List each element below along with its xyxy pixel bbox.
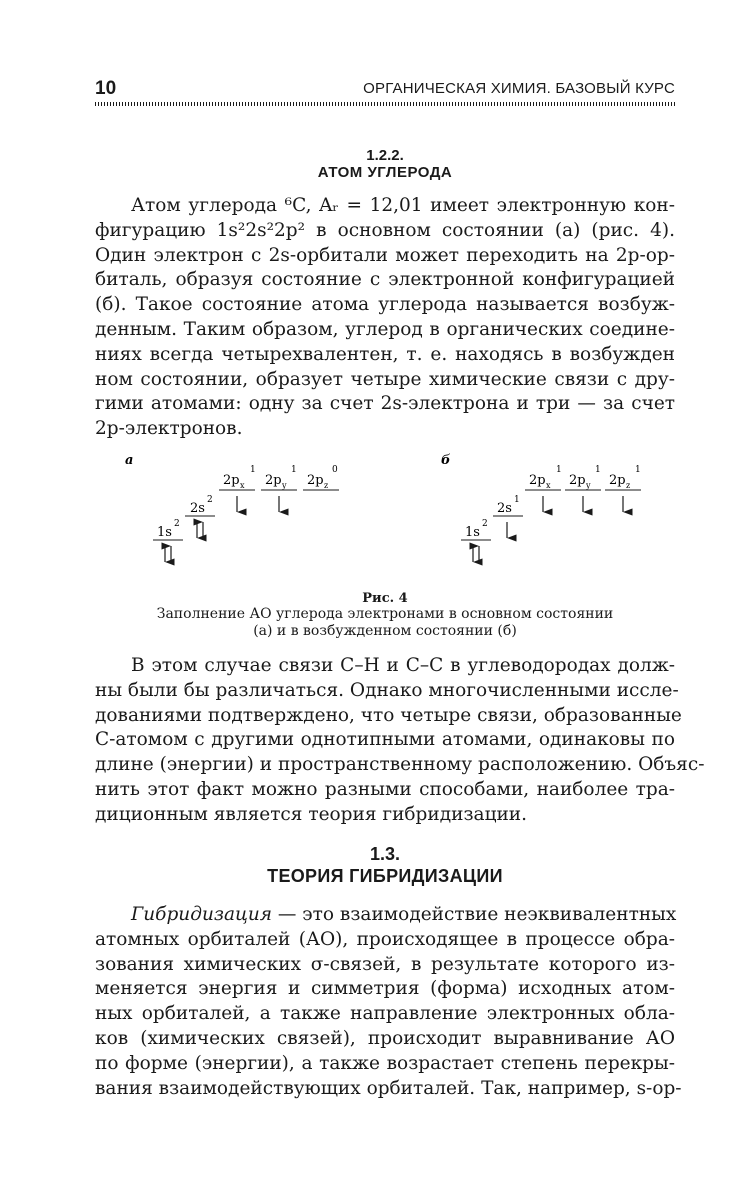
text-line: зования химических σ-связей, в результате которого из- [95,953,675,975]
section-title: ТЕОРИЯ ГИБРИДИЗАЦИИ [267,866,503,886]
panel-label: а [125,453,134,468]
book-page [95,0,705,1182]
level-label: 2p [307,473,324,488]
defined-term: Гибридизация [131,904,273,925]
text-line: нить этот факт можно разными способами, наиболее тра- [95,778,675,800]
panel-a [125,453,339,562]
level-subscript: x [546,481,551,490]
level-occupancy: 0 [332,465,338,475]
level-label: 2p [529,473,546,488]
level-subscript: z [324,481,329,490]
figure-caption-line: Заполнение АО углерода электронами в основном состоянии [156,606,614,622]
text-line: биталь, образуя состояние с электронной конфигурацией [95,269,675,291]
text-line: денным. Таким образом, углерод в органических соедине- [95,318,675,340]
text-fragment: — это взаимодействие неэквивалентных [272,904,677,925]
level-occupancy: 2 [482,519,488,529]
level-occupancy: 2 [174,519,180,529]
level-1s [153,519,183,562]
level-label: 2s [190,501,205,516]
text-line: С-атомом с другими однотипными атомами, одинаковы по [95,729,675,751]
level-occupancy: 1 [595,465,601,475]
orbital-diagram-svg [95,450,675,590]
text-line: дованиями подтверждено, что четыре связи, образованные [95,704,682,726]
level-2s [185,495,215,538]
text-line: ниях всегда четырехвалентен, т. е. находясь в возбужден [95,343,675,365]
text-line: диционным является теория гибридизации. [95,803,528,825]
level-occupancy: 1 [250,465,256,475]
text-line: (б). Такое состояние атома углерода называется возбуж- [95,294,675,316]
text-line: вания взаимодействующих орбиталей. Так, например, s-ор- [95,1077,682,1099]
level-2pz [605,465,641,512]
panel-label: б [441,453,451,468]
level-label: 1s [157,525,172,540]
level-occupancy: 1 [556,465,562,475]
paragraph-carbon-atom [95,194,675,442]
text-line: фигурацию 1s²2s²2p² в основном состоянии (а) (рис. 4). [95,219,675,241]
level-label: 2s [497,501,512,516]
level-label: 2p [569,473,586,488]
level-occupancy: 2 [207,495,213,505]
level-occupancy: 1 [635,465,641,475]
text-line: ных орбиталей, а также направление электронных обла- [95,1003,675,1025]
figure-caption-title: Рис. 4 [362,591,408,606]
text-line: 2p-электронов. [95,418,243,440]
text-line: Атом углерода ⁶C, Aᵣ = 12,01 имеет электронную кон- [131,195,675,216]
level-subscript: x [240,481,245,490]
level-1s [461,519,491,562]
paragraph-hybridization [95,903,682,1101]
level-subscript: y [282,481,287,490]
text-line: длине (энергии) и пространственному расположению. Объяс- [95,754,705,776]
paragraph-bonds [95,654,705,828]
level-occupancy: 1 [514,495,520,505]
text-line: атомных орбиталей (АО), происходящее в процессе обра- [95,928,675,950]
section-number: 1.2.2. [366,147,404,164]
level-2pz [303,465,339,490]
running-title: ОРГАНИЧЕСКАЯ ХИМИЯ. БАЗОВЫЙ КУРС [363,80,675,97]
figure-orbital-diagram [95,450,675,590]
page-number: 10 [95,78,117,99]
level-2px [525,465,562,512]
level-subscript: z [626,481,631,490]
level-label: 2p [223,473,240,488]
text-line: ном состоянии, образует четыре химические связи с дру- [95,368,675,390]
level-occupancy: 1 [291,465,297,475]
level-label: 2p [265,473,282,488]
text-line: по форме (энергии), а также возрастает степень перекры- [95,1052,675,1074]
text-line: ков (химических связей), происходит выравнивание АО [95,1027,675,1049]
level-2py [565,465,601,512]
level-subscript: y [586,481,591,490]
panel-b [441,453,641,562]
level-label: 1s [465,525,480,540]
section-title: АТОМ УГЛЕРОДА [317,164,453,181]
text-line: ны были бы различаться. Однако многочисленными иссле- [95,679,679,701]
header-rule [95,102,675,106]
level-2py [261,465,297,512]
level-2px [219,465,256,512]
text-line: В этом случае связи С–Н и С–С в углеводородах долж- [131,655,675,676]
level-2s [493,495,523,538]
section-number: 1.3. [369,844,401,864]
text-line [95,903,675,928]
text-line: Один электрон с 2s-орбитали может переходить на 2p-ор- [95,244,675,266]
figure-caption-line: (а) и в возбужденном состоянии (б) [253,623,517,639]
text-line: гими атомами: одну за счет 2s-электрона и три — за счет [95,393,675,415]
text-line: меняется энергия и симметрия (форма) исходных атом- [95,978,675,1000]
level-label: 2p [609,473,626,488]
page-header [95,76,675,100]
